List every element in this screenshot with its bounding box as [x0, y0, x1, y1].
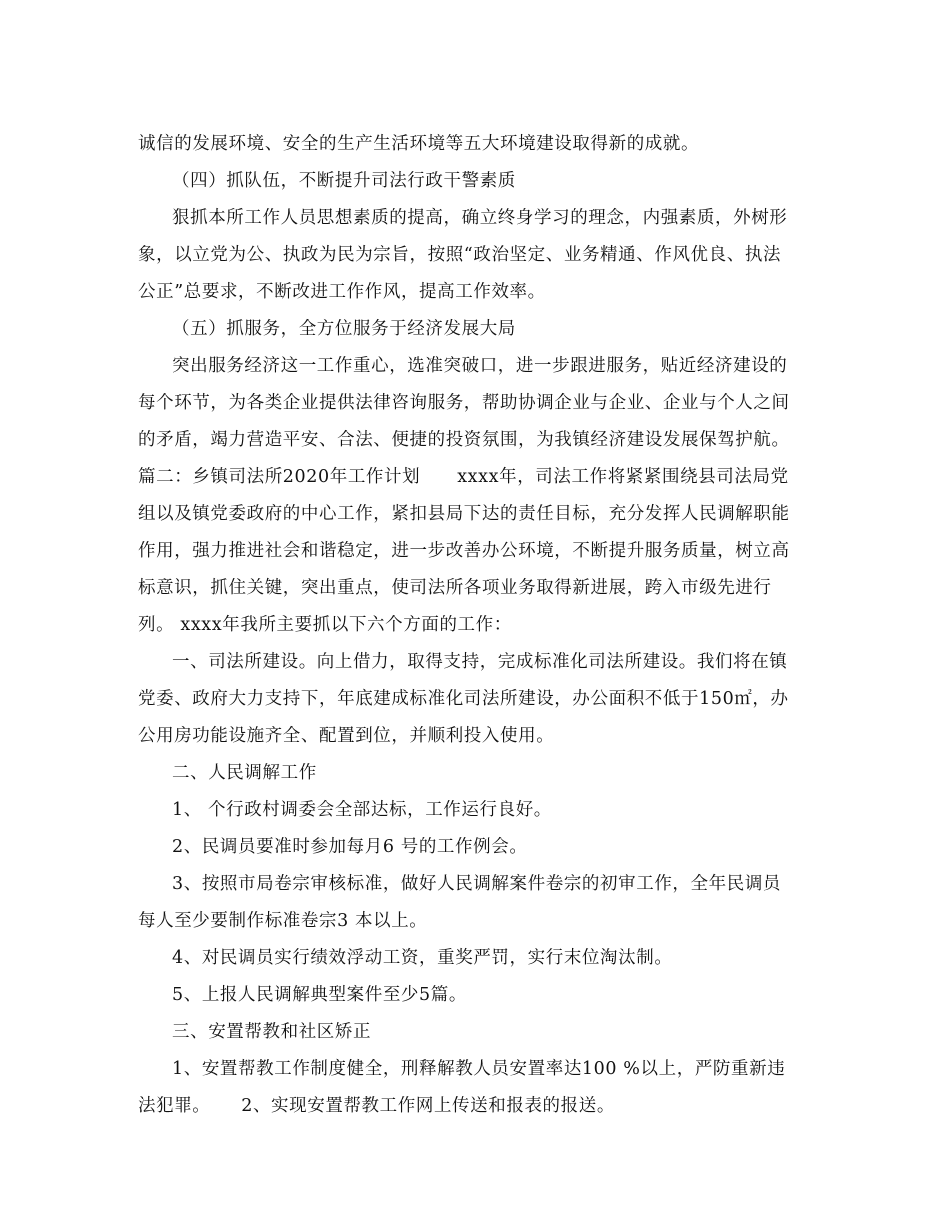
section-heading: 三、安置帮教和社区矫正 — [172, 1022, 372, 1042]
list-item: 1、安置帮教工作制度健全，刑释解教人员安置率达100 %以上，严防重新违 — [172, 1059, 786, 1079]
text-line: 列。 xxxx年我所主要抓以下六个方面的工作： — [138, 615, 512, 635]
text-line: 狠抓本所工作人员思想素质的提高，确立终身学习的理念，内强素质，外树形 — [172, 208, 788, 228]
text-line: 突出服务经济这一工作重心，选准突破口，进一步跟进服务，贴近经济建设的 — [172, 356, 788, 376]
text-line: 组以及镇党委政府的中心工作，紧扣县局下达的责任目标，充分发挥人民调解职能 — [138, 504, 790, 524]
text-line: 每个环节，为各类企业提供法律咨询服务，帮助协调企业与企业、企业与个人之间 — [138, 393, 790, 413]
section-heading: （五）抓服务，全方位服务于经济发展大局 — [172, 319, 516, 339]
section-heading: （四）抓队伍，不断提升司法行政干警素质 — [172, 171, 516, 191]
text-line: 党委、政府大力支持下，年底建成标准化司法所建设，办公面积不低于150㎡，办 — [138, 689, 789, 709]
section-heading: 二、人民调解工作 — [172, 763, 317, 783]
text-line: 作用，强力推进社会和谐稳定，进一步改善办公环境，不断提升服务质量，树立高 — [138, 541, 790, 561]
text-line: 标意识，抓住关键，突出重点，使司法所各项业务取得新进展，跨入市级先进行 — [138, 578, 772, 598]
text-line: 的矛盾，竭力营造平安、合法、便捷的投资氛围，为我镇经济建设发展保驾护航。 — [138, 430, 790, 450]
list-item: 4、对民调员实行绩效浮动工资，重奖严罚，实行末位淘汰制。 — [172, 948, 673, 968]
text-line: 法犯罪。 2、实现安置帮教工作网上传送和报表的报送。 — [138, 1096, 615, 1116]
text-line: 公用房功能设施齐全、配置到位，并顺利投入使用。 — [138, 726, 555, 746]
text-line: 一、司法所建设。向上借力，取得支持，完成标准化司法所建设。我们将在镇 — [172, 652, 788, 672]
text-line: 篇二：乡镇司法所2020年工作计划 xxxx年，司法工作将紧紧围绕县司法局党 — [138, 467, 789, 487]
text-line: 诚信的发展环境、安全的生产生活环境等五大环境建设取得新的成就。 — [138, 134, 700, 154]
text-line: 每人至少要制作标准卷宗3 本以上。 — [138, 911, 428, 931]
list-item: 5、上报人民调解典型案件至少5篇。 — [172, 985, 467, 1005]
list-item: 1、 个行政村调委会全部达标，工作运行良好。 — [172, 800, 552, 820]
list-item: 2、民调员要准时参加每月6 号的工作例会。 — [172, 837, 528, 857]
text-line: 公正”总要求，不断改进工作作风，提高工作效率。 — [138, 282, 546, 302]
list-item: 3、按照市局卷宗审核标准，做好人民调解案件卷宗的初审工作，全年民调员 — [172, 874, 782, 894]
text-line: 象，以立党为公、执政为民为宗旨，按照“政治坚定、业务精通、作风优良、执法 — [138, 245, 782, 265]
